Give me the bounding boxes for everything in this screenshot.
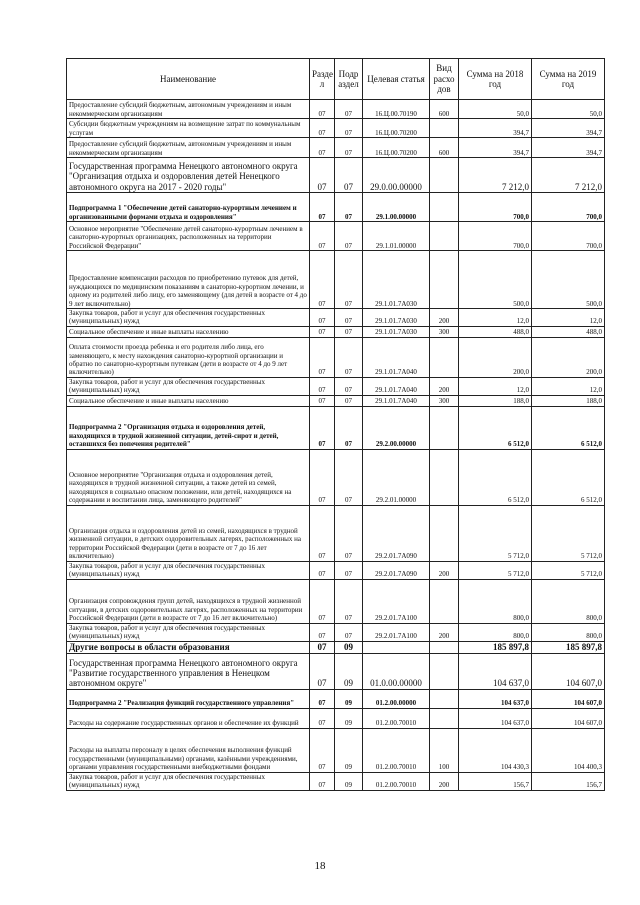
row-sum-2018: 500,0 [459,251,532,309]
row-target-article: 29.2.01.7А100 [363,623,430,641]
row-expense-type [430,406,459,449]
row-name: Основное мероприятие "Обеспечение детей санаторно-курортным лечением в санаторно-курортных организациях, расположенных на территории Российской Федерации" [67,222,310,251]
row-podrazdel: 07 [335,579,363,623]
row-podrazdel: 09 [335,689,363,708]
row-podrazdel: 07 [335,158,363,193]
row-sum-2018: 5 712,0 [459,505,532,561]
row-expense-type [430,251,459,309]
row-sum-2019: 185 897,8 [532,641,605,653]
row-name: Социальное обеспечение и иные выплаты населению [67,326,310,337]
row-sum-2019: 700,0 [532,222,605,251]
row-podrazdel: 07 [335,449,363,505]
table-row [67,251,605,309]
row-podrazdel: 07 [335,119,363,138]
row-sum-2019: 104 607,0 [532,689,605,708]
row-sum-2018: 6 512,0 [459,406,532,449]
row-razdel: 07 [310,641,335,653]
row-razdel: 07 [310,708,335,728]
row-podrazdel: 07 [335,100,363,119]
row-sum-2018: 200,0 [459,337,532,377]
row-expense-type: 600 [430,100,459,119]
row-sum-2018: 7 212,0 [459,158,532,193]
row-name: Расходы на выплаты персоналу в целях обеспечения выполнения функций государственными (муниципальными) органами, казёнными учреждениями, органами управления государственными внебюджетными фондами [67,728,310,772]
row-podrazdel: 07 [335,395,363,406]
row-sum-2018: 800,0 [459,579,532,623]
table-row [67,406,605,449]
row-razdel: 07 [310,158,335,193]
row-sum-2018: 50,0 [459,100,532,119]
table-row [67,708,605,728]
row-expense-type [430,158,459,193]
row-sum-2018: 700,0 [459,222,532,251]
table-row [67,337,605,377]
row-target-article: 29.1.01.7А040 [363,337,430,377]
row-target-article: 29.2.01.7А090 [363,505,430,561]
row-razdel: 07 [310,337,335,377]
row-razdel: 07 [310,193,335,222]
row-razdel: 07 [310,377,335,395]
row-razdel: 07 [310,505,335,561]
row-podrazdel: 07 [335,337,363,377]
row-podrazdel: 07 [335,505,363,561]
row-name: Закупка товаров, работ и услуг для обеспечения государственных (муниципальных) нужд [67,772,310,790]
row-expense-type [430,708,459,728]
table-header-row [67,59,605,100]
row-podrazdel: 09 [335,728,363,772]
row-expense-type: 300 [430,395,459,406]
row-sum-2018: 156,7 [459,772,532,790]
row-target-article: 01.2.00.70010 [363,708,430,728]
table-row [67,641,605,653]
row-sum-2018: 188,0 [459,395,532,406]
row-expense-type [430,119,459,138]
row-target-article: 16.Ц.00.70200 [363,138,430,158]
row-podrazdel: 07 [335,193,363,222]
row-name: Государственная программа Ненецкого автономного округа "Организация отдыха и оздоровления детей Ненецкого автономного округа на 2017 - 2020 годы" [67,158,310,193]
row-target-article: 29.1.01.7А030 [363,309,430,327]
row-sum-2019: 700,0 [532,193,605,222]
table-row [67,395,605,406]
row-sum-2019: 394,7 [532,138,605,158]
row-sum-2019: 800,0 [532,579,605,623]
header-sum-2019: Сумма на 2019 год [532,59,605,100]
row-sum-2018: 6 512,0 [459,449,532,505]
row-target-article: 01.0.00.00000 [363,653,430,689]
row-razdel: 07 [310,222,335,251]
row-target-article: 29.1.01.7А030 [363,326,430,337]
table-body [67,100,605,791]
row-sum-2019: 6 512,0 [532,406,605,449]
row-sum-2019: 104 400,3 [532,728,605,772]
table-row [67,579,605,623]
row-sum-2019: 5 712,0 [532,561,605,579]
row-expense-type [430,193,459,222]
row-name: Основное мероприятие "Организация отдыха и оздоровления детей, находящихся в трудной жизненной ситуации, а также детей из семей, находящихся в социально опасном положении, или детей, находящихся на содержании и воспитании лица, заменяющего родителей" [67,449,310,505]
row-target-article: 29.1.01.7А040 [363,395,430,406]
row-name: Предоставление субсидий бюджетным, автономным учреждениям и иным некоммерческим организациям [67,138,310,158]
row-podrazdel: 07 [335,222,363,251]
row-name: Предоставление субсидий бюджетным, автономным учреждениям и иным некоммерческим организациям [67,100,310,119]
row-podrazdel: 07 [335,326,363,337]
row-sum-2019: 500,0 [532,251,605,309]
row-expense-type: 100 [430,728,459,772]
row-sum-2019: 156,7 [532,772,605,790]
row-expense-type [430,689,459,708]
row-razdel: 07 [310,653,335,689]
row-podrazdel: 09 [335,772,363,790]
table-row [67,119,605,138]
table-row [67,193,605,222]
row-expense-type [430,579,459,623]
row-sum-2019: 7 212,0 [532,158,605,193]
row-sum-2019: 200,0 [532,337,605,377]
row-target-article: 29.1.01.7А030 [363,251,430,309]
row-podrazdel: 07 [335,406,363,449]
row-target-article: 16.Ц.00.70200 [363,119,430,138]
table-row [67,138,605,158]
row-name: Организация отдыха и оздоровления детей из семей, находящихся в трудной жизненной ситуации, в детских оздоровительных лагерях, расположенных на территории Российской Федерации (дети в возрасте от 7 до 16 лет включительно) [67,505,310,561]
row-expense-type [430,653,459,689]
row-sum-2018: 12,0 [459,309,532,327]
row-sum-2019: 104 607,0 [532,653,605,689]
row-name: Подпрограмма 2 "Организация отдыха и оздоровления детей, находящихся в трудной жизненной ситуации, детей-сирот и детей, оставшихся без попечения родителей" [67,406,310,449]
row-podrazdel: 07 [335,377,363,395]
row-name: Закупка товаров, работ и услуг для обеспечения государственных (муниципальных) нужд [67,309,310,327]
row-target-article: 01.2.00.70010 [363,728,430,772]
row-sum-2018: 488,0 [459,326,532,337]
row-sum-2018: 104 430,3 [459,728,532,772]
header-razdel: Разде л [310,59,335,100]
row-sum-2018: 185 897,8 [459,641,532,653]
row-name: Закупка товаров, работ и услуг для обеспечения государственных (муниципальных) нужд [67,377,310,395]
row-sum-2019: 188,0 [532,395,605,406]
row-target-article [363,641,430,653]
row-podrazdel: 07 [335,309,363,327]
row-razdel: 07 [310,772,335,790]
table-row [67,505,605,561]
row-sum-2019: 394,7 [532,119,605,138]
row-sum-2019: 104 607,0 [532,708,605,728]
row-name: Закупка товаров, работ и услуг для обеспечения государственных (муниципальных) нужд [67,561,310,579]
header-sum-2018: Сумма на 2018 год [459,59,532,100]
row-expense-type [430,505,459,561]
row-target-article: 29.2.01.00000 [363,449,430,505]
row-sum-2019: 12,0 [532,309,605,327]
row-target-article: 16.Ц.00.70190 [363,100,430,119]
row-razdel: 07 [310,251,335,309]
row-sum-2018: 700,0 [459,193,532,222]
row-expense-type: 200 [430,561,459,579]
row-razdel: 07 [310,138,335,158]
row-podrazdel: 07 [335,561,363,579]
row-expense-type: 200 [430,309,459,327]
row-target-article: 29.1.01.00000 [363,222,430,251]
row-sum-2018: 104 637,0 [459,708,532,728]
table-row [67,689,605,708]
row-name: Расходы на содержание государственных органов и обеспечение их функций [67,708,310,728]
row-name: Закупка товаров, работ и услуг для обеспечения государственных (муниципальных) нужд [67,623,310,641]
row-target-article: 29.2.01.7А100 [363,579,430,623]
header-target-article: Целевая статья [363,59,430,100]
row-sum-2018: 12,0 [459,377,532,395]
row-target-article: 29.1.00.00000 [363,193,430,222]
row-expense-type: 200 [430,623,459,641]
row-sum-2019: 12,0 [532,377,605,395]
row-name: Предоставление компенсации расходов по приобретению путевок для детей, нуждающихся по медицинским показаниям в санаторно-курортном лечении, и одному из родителей либо лицу, его заменяющему (для детей в возрасте от 4 до 9 лет включительно) [67,251,310,309]
row-razdel: 07 [310,623,335,641]
row-podrazdel: 09 [335,708,363,728]
row-podrazdel: 09 [335,641,363,653]
row-expense-type: 200 [430,772,459,790]
table-row [67,309,605,327]
row-target-article: 29.2.01.7А090 [363,561,430,579]
row-podrazdel: 09 [335,653,363,689]
row-name: Другие вопросы в области образования [67,641,310,653]
table-row [67,728,605,772]
row-razdel: 07 [310,100,335,119]
header-podrazdel: Подр аздел [335,59,363,100]
row-name: Организация сопровождения групп детей, находящихся в трудной жизненной ситуации, в детских оздоровительных лагерях, расположенных на территории Российской Федерации (дети в возрасте от 7 до 16 лет включительно) [67,579,310,623]
page-number: 18 [314,860,326,872]
row-name: Оплата стоимости проезда ребенка и его родителя либо лица, его заменяющего, к месту нахождения санаторно-курортной организации и обратно по санаторно-курортным путевкам (дети в возрасте от 4 до 9 лет включительно) [67,337,310,377]
row-razdel: 07 [310,561,335,579]
row-name: Подпрограмма 1 "Обеспечение детей санаторно-курортным лечением и организованными формами отдыха и оздоровления" [67,193,310,222]
row-sum-2018: 394,7 [459,138,532,158]
row-razdel: 07 [310,119,335,138]
row-sum-2018: 394,7 [459,119,532,138]
header-expense-type: Вид расхо дов [430,59,459,100]
row-name: Государственная программа Ненецкого автономного округа "Развитие государственного управления в Ненецком автономном округе" [67,653,310,689]
row-razdel: 07 [310,395,335,406]
row-name: Социальное обеспечение и иные выплаты населению [67,395,310,406]
row-podrazdel: 07 [335,251,363,309]
row-expense-type: 600 [430,138,459,158]
table-row [67,561,605,579]
row-sum-2019: 50,0 [532,100,605,119]
row-sum-2018: 104 637,0 [459,653,532,689]
row-razdel: 07 [310,449,335,505]
row-expense-type: 200 [430,377,459,395]
row-razdel: 07 [310,309,335,327]
table-row [67,326,605,337]
row-sum-2019: 488,0 [532,326,605,337]
table-row [67,653,605,689]
row-expense-type: 300 [430,326,459,337]
row-name: Подпрограмма 2 "Реализация функций государственного управления" [67,689,310,708]
row-name: Субсидии бюджетным учреждениям на возмещение затрат по коммунальным услугам [67,119,310,138]
row-razdel: 07 [310,689,335,708]
row-expense-type [430,222,459,251]
row-target-article: 29.1.01.7А040 [363,377,430,395]
row-sum-2019: 800,0 [532,623,605,641]
table-row [67,623,605,641]
table-row [67,222,605,251]
row-sum-2018: 5 712,0 [459,561,532,579]
row-razdel: 07 [310,326,335,337]
row-sum-2018: 104 637,0 [459,689,532,708]
row-expense-type [430,449,459,505]
table-row [67,772,605,790]
row-sum-2019: 5 712,0 [532,505,605,561]
row-expense-type [430,337,459,377]
row-sum-2019: 6 512,0 [532,449,605,505]
row-target-article: 29.0.00.00000 [363,158,430,193]
row-sum-2018: 800,0 [459,623,532,641]
row-podrazdel: 07 [335,138,363,158]
row-podrazdel: 07 [335,623,363,641]
row-target-article: 01.2.00.00000 [363,689,430,708]
row-target-article: 01.2.00.70010 [363,772,430,790]
table-row [67,158,605,193]
row-expense-type [430,641,459,653]
row-razdel: 07 [310,728,335,772]
row-razdel: 07 [310,579,335,623]
table-row [67,100,605,119]
row-razdel: 07 [310,406,335,449]
table-row [67,377,605,395]
row-target-article: 29.2.00.00000 [363,406,430,449]
table-row [67,449,605,505]
header-name: Наименование [67,59,310,100]
budget-table [66,58,605,791]
